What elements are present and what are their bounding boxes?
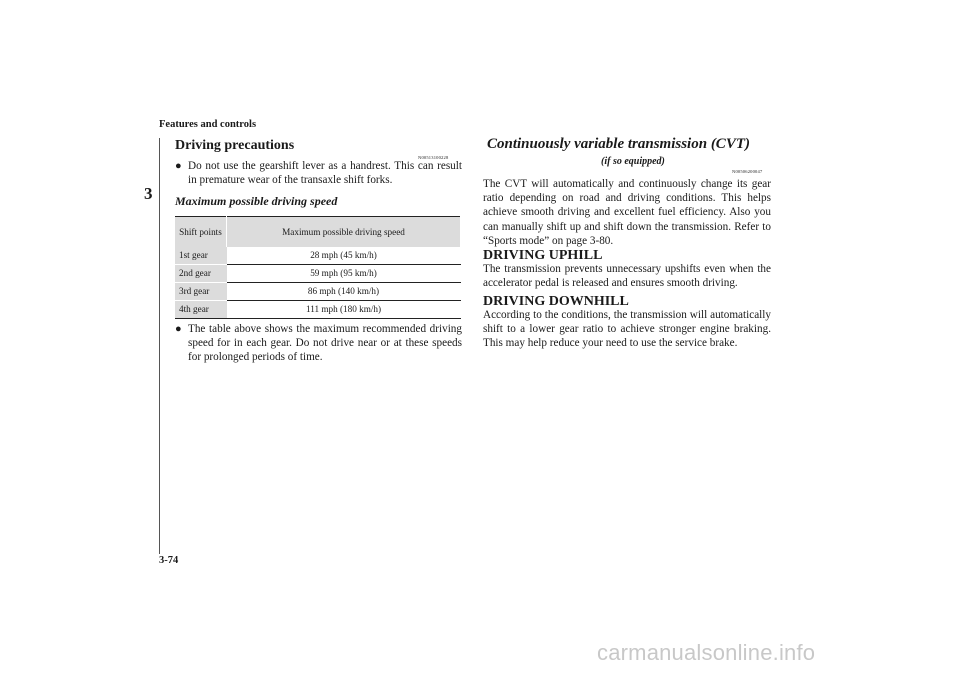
subheading-max-speed: Maximum possible driving speed xyxy=(175,194,338,208)
gear-cell: 4th gear xyxy=(175,301,227,319)
speed-cell: 28 mph (45 km/h) xyxy=(227,247,461,265)
heading-driving-uphill: DRIVING UPHILL xyxy=(483,248,603,263)
page-number: 3-74 xyxy=(159,555,179,566)
heading-driving-precautions: Driving precautions xyxy=(175,138,295,153)
section-header: Features and controls xyxy=(159,119,257,130)
cvt-description: The CVT will automatically and continuously change its gear ratio depending on road and driving conditions. This helps achieve smooth driving and excellent fuel efficiency. Also you can manually shift up and shift down the transmission. Refer to “Sports mode” on page 3-80. xyxy=(483,178,771,247)
reference-code-left: N00513100228 xyxy=(418,155,449,160)
speed-cell: 59 mph (95 km/h) xyxy=(227,265,461,283)
bullet-handrest-warning xyxy=(175,159,462,187)
downhill-description: According to the conditions, the transmission will automatically shift to a lower gear ratio to achieve stronger engine braking. This may help reduce your need to use the service brake. xyxy=(483,309,771,350)
gear-cell: 2nd gear xyxy=(175,265,227,283)
table-row xyxy=(175,247,461,265)
gear-cell: 3rd gear xyxy=(175,283,227,301)
chapter-divider xyxy=(159,138,160,554)
heading-cvt-subtitle: (if so equipped) xyxy=(601,156,665,167)
bullet-text: The table above shows the maximum recommended driving speed for in each gear. Do not drive near or at these speeds for prolonged periods of time. xyxy=(188,323,462,364)
gear-cell: 1st gear xyxy=(175,247,227,265)
table-row xyxy=(175,265,461,283)
reference-code-right: N00506200047 xyxy=(732,169,763,174)
watermark-link[interactable]: carmanualsonline.info xyxy=(597,640,816,665)
bullet-icon: ● xyxy=(175,160,182,172)
heading-driving-downhill: DRIVING DOWNHILL xyxy=(483,294,629,309)
chapter-number: 3 xyxy=(144,184,153,203)
speed-cell: 111 mph (180 km/h) xyxy=(305,304,382,314)
max-speed-table xyxy=(175,216,461,319)
column-header-shift-points: Shift points xyxy=(175,217,227,248)
table-row xyxy=(175,301,461,319)
table-header-row xyxy=(175,217,461,248)
uphill-description: The transmission prevents unnecessary upshifts even when the accelerator pedal is released and ensures smooth driving. xyxy=(483,263,771,290)
bullet-icon: ● xyxy=(175,323,182,335)
heading-cvt: Continuously variable transmission (CVT) xyxy=(487,136,750,152)
bullet-speed-note xyxy=(175,322,462,365)
column-header-max-speed: Maximum possible driving speed xyxy=(227,217,461,248)
table-row xyxy=(175,283,461,301)
bullet-text: Do not use the gearshift lever as a handrest. This can result in premature wear of the transaxle shift forks. xyxy=(188,160,462,187)
speed-cell: 86 mph (140 km/h) xyxy=(227,283,461,301)
